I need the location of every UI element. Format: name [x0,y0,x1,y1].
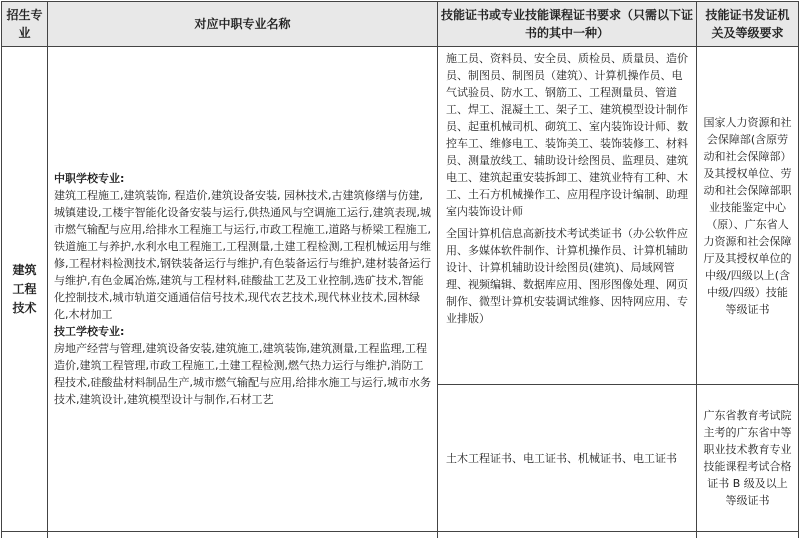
vocational-majors-cell [48,47,438,532]
jigong-label: 技工学校专业: [54,325,125,338]
authority-cell-b: 广东省教育考试院主考的广东省中等职业技术教育专业技能课程考试合格证书 B 级及以上等级证书 [697,385,799,532]
data-row-top [2,47,799,385]
certificate-cell-b: 土木工程证书、电工证书、机械证书、电工证书 [438,385,697,532]
header-vocational-major: 对应中职专业名称 [48,2,438,47]
header-certificate-requirement: 技能证书或专业技能课程证书要求（只需以下证书的其中一种） [438,2,697,47]
zhongzhi-majors: 建筑工程施工,建筑装饰, 程造价,建筑设备安装, 园林技术,古建筑修缮与仿建,城镇建设,工楼宇智能化设备安装与运行,供热通风与空调施工运行,建筑表现,城市燃气输配与应用,给排水工程施工与运行,市政工程施工,道路与桥梁工程施工,铁道施工与养护,水利水电工程施工,工程测量,土建工程检测,工程机械运用与维修,工程材料检测技术,钢铁装备运行与维护,有色装备运行与维护,建材装备运行与维护,有色金属冶炼,建筑与工程材料,硅酸盐工艺及工业控制,选矿技术,智能化控制技术,城市轨道交通通信信号技术,现代农艺技术,现代林业技术,园林绿化,木材加工 [54,189,431,321]
header-issuing-authority: 技能证书发证机关及等级要求 [697,2,799,47]
table-continuation [2,532,799,539]
header-enrollment-major: 招生专业 [2,2,48,47]
certificate-cell-a [438,47,697,385]
computer-certificates-list: 全国计算机信息高新技术考试类证书（办公软件应用、多媒体软件制作、计算机操作员、计算机辅助设计、计算机辅助设计绘图员(建筑)、局域网管理、视频编辑、数据库应用、图形图像处理、网页制作、微型计算机安装调试维修、因特网应用、专业排版） [446,227,688,325]
jigong-majors: 房地产经营与管理,建筑设备安装,建筑施工,建筑装饰,建筑测量,工程监理,工程造价,建筑工程管理,市政工程施工,土建工程检测,燃气热力运行与维护,消防工程技术,硅酸盐材料制品生产,城市燃气输配与应用,给排水施工与运行,城市水务技术,建筑设计,建筑模型设计与制作,石材工艺 [54,342,431,406]
zhongzhi-label: 中职学校专业: [54,172,125,185]
major-cell: 建筑工程技术 [2,47,48,532]
authority-cell-a: 国家人力资源和社会保障部(含原劳动和社会保障部）及其授权单位、劳动和社会保障部职业技能鉴定中心（原）、广东省人力资源和社会保障厅及其授权单位的中级/四级以上(含中级/四级）技能等级证书 [697,47,799,385]
job-certificates-list: 施工员、资料员、安全员、质检员、质量员、造价员、制图员、制图员（建筑）、计算机操作员、电气试验员、防水工、钢筋工、工程测量员、管道工、焊工、混凝土工、架子工、建筑模型设计制作员、起重机械司机、砌筑工、室内装饰设计师、数控车工、维修电工、装饰美工、装饰装修工、材料员、测量放线工、辅助设计绘图员、监理员、建筑电工、建筑起重安装拆卸工、建筑业特有工种、木工、土石方机械操作工、应用程序设计编制、助理室内装饰设计师 [446,52,688,218]
header-row [2,2,799,47]
requirements-table [1,1,799,538]
